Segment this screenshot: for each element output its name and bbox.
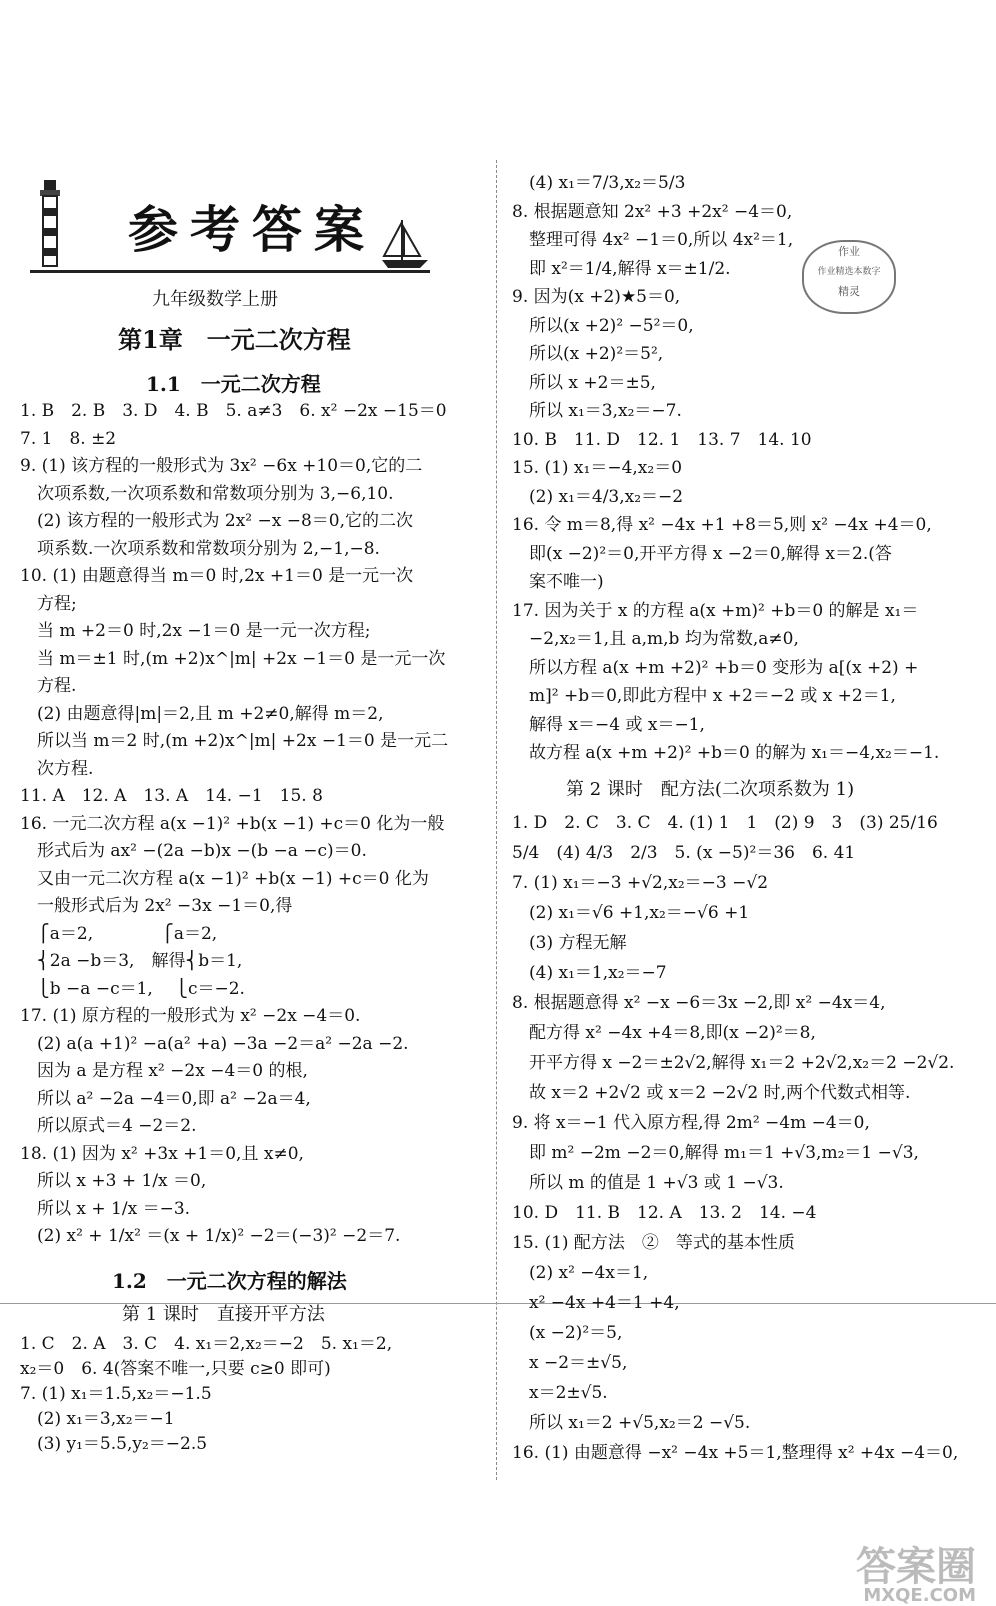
answer-line: ⎧a＝2, ⎧a＝2, bbox=[20, 923, 218, 944]
answer-line: (3) 方程无解 bbox=[512, 933, 627, 953]
answer-line: 所以方程 a(x +m +2)² +b＝0 变形为 a[(x +2) + bbox=[512, 657, 919, 678]
answer-line: 方程. bbox=[20, 676, 77, 696]
answer-line: 16. 令 m＝8,得 x² −4x +1 +8＝5,则 x² −4x +4＝0, bbox=[512, 515, 932, 535]
answer-line: 1. B 2. B 3. D 4. B 5. a≠3 6. x² −2x −15＝0 bbox=[20, 401, 447, 421]
answer-line: 10. B 11. D 12. 1 13. 7 14. 10 bbox=[512, 429, 812, 450]
answer-line: 所以原式＝4 −2＝2. bbox=[20, 1116, 197, 1136]
answer-line: 整理可得 4x² −1＝0,所以 4x²＝1, bbox=[512, 230, 794, 250]
answer-line: (2) x₁＝3,x₂＝−1 bbox=[20, 1409, 175, 1429]
answer-line: x＝2±√5. bbox=[512, 1383, 608, 1403]
answer-line: −2,x₂＝1,且 a,m,b 均为常数,a≠0, bbox=[512, 629, 799, 649]
answer-line: x −2＝±√5, bbox=[512, 1353, 628, 1373]
answer-line: 8. 根据题意知 2x² +3 +2x² −4＝0, bbox=[512, 201, 793, 222]
answer-line: ⎨2a −b＝3, 解得⎨b＝1, bbox=[20, 951, 243, 971]
answer-line: 故方程 a(x +m +2)² +b＝0 的解为 x₁＝−4,x₂＝−1. bbox=[512, 743, 940, 763]
answer-line: 9. 因为(x +2)★5＝0, bbox=[512, 287, 681, 307]
answer-line: 次方程. bbox=[20, 758, 94, 779]
answer-line: (2) x₁＝4/3,x₂＝−2 bbox=[512, 486, 684, 507]
page-title: 参考答案 bbox=[128, 201, 376, 259]
answer-line: 7. (1) x₁＝1.5,x₂＝−1.5 bbox=[20, 1384, 212, 1404]
answer-line: 所以(x +2)² −5²＝0, bbox=[512, 315, 694, 336]
answer-line: 5/4 (4) 4/3 2/3 5. (x −5)²＝36 6. 41 bbox=[512, 843, 856, 863]
book-subtitle: 九年级数学上册 bbox=[152, 289, 278, 310]
answer-line: (2) x₁＝√6 +1,x₂＝−√6 +1 bbox=[512, 903, 750, 923]
answer-line: 10. D 11. B 12. A 13. 2 14. −4 bbox=[512, 1203, 817, 1223]
answer-line: 17. (1) 原方程的一般形式为 x² −2x −4＝0. bbox=[20, 1006, 361, 1026]
site-watermark-url: MXQE.COM bbox=[863, 1585, 976, 1606]
answer-line: 7. 1 8. ±2 bbox=[20, 428, 117, 449]
answer-line: (3) y₁＝5.5,y₂＝−2.5 bbox=[20, 1434, 208, 1454]
section-heading-1-2: 1.2 一元二次方程的解法 bbox=[112, 1269, 347, 1293]
answer-line: 所以 x₁＝3,x₂＝−7. bbox=[512, 401, 682, 421]
answer-line: 即(x −2)²＝0,开平方得 x −2＝0,解得 x＝2.(答 bbox=[512, 543, 892, 564]
answer-line: 形式后为 ax² −(2a −b)x −(b −a −c)＝0. bbox=[20, 841, 367, 861]
answer-line: 11. A 12. A 13. A 14. −1 15. 8 bbox=[20, 786, 323, 806]
lighthouse-icon bbox=[30, 178, 70, 270]
answer-line: 9. (1) 该方程的一般形式为 3x² −6x +10＝0,它的二 bbox=[20, 456, 423, 476]
answer-line: 所以当 m＝2 时,(m +2)x^|m| +2x −1＝0 是一元二 bbox=[20, 731, 449, 751]
answer-line: 所以 a² −2a −4＝0,即 a² −2a＝4, bbox=[20, 1088, 311, 1109]
answer-line: 所以 x +3 + 1/x ＝0, bbox=[20, 1171, 207, 1191]
lesson-heading-2: 第 2 课时 配方法(二次项系数为 1) bbox=[566, 779, 855, 800]
stamp-bot: 精灵 bbox=[838, 285, 860, 298]
stamp-top: 作业 bbox=[838, 245, 860, 258]
site-watermark: 答案圈 bbox=[856, 1544, 976, 1590]
answer-line: 案不唯一) bbox=[512, 572, 604, 592]
sailboat-icon bbox=[380, 218, 430, 270]
answer-line: 17. 因为关于 x 的方程 a(x +m)² +b＝0 的解是 x₁＝ bbox=[512, 600, 919, 621]
answer-line: (x −2)²＝5, bbox=[512, 1323, 623, 1343]
answer-line: 方程; bbox=[20, 593, 77, 614]
answer-line: 次项系数,一次项系数和常数项分别为 3,−6,10. bbox=[20, 483, 394, 504]
answer-line: 一般形式后为 2x² −3x −1＝0,得 bbox=[20, 896, 293, 916]
section-heading-1-1: 1.1 一元二次方程 bbox=[146, 372, 321, 396]
answer-line: 所以 x +2＝±5, bbox=[512, 372, 656, 393]
chapter-heading: 第1章 一元二次方程 bbox=[118, 325, 351, 354]
answer-line: 所以 m 的值是 1 +√3 或 1 −√3. bbox=[512, 1173, 784, 1193]
answer-line: (2) x² + 1/x² ＝(x + 1/x)² −2＝(−3)² −2＝7. bbox=[20, 1226, 401, 1246]
answer-line: 15. (1) x₁＝−4,x₂＝0 bbox=[512, 458, 683, 478]
answer-line: 所以 x₁＝2 +√5,x₂＝2 −√5. bbox=[512, 1413, 751, 1433]
lesson-heading-1: 第 1 课时 直接开平方法 bbox=[122, 1304, 325, 1325]
header-rule bbox=[30, 270, 430, 273]
answer-line: 开平方得 x −2＝±2√2,解得 x₁＝2 +2√2,x₂＝2 −2√2. bbox=[512, 1053, 955, 1073]
answer-line: 当 m +2＝0 时,2x −1＝0 是一元一次方程; bbox=[20, 621, 371, 641]
answer-line: (4) x₁＝7/3,x₂＝5/3 bbox=[512, 173, 686, 193]
watermark-stamp bbox=[802, 240, 896, 314]
answer-line: 解得 x＝−4 或 x＝−1, bbox=[512, 714, 705, 735]
answer-line: 项系数.一次项系数和常数项分别为 2,−1,−8. bbox=[20, 538, 380, 559]
answer-line: 7. (1) x₁＝−3 +√2,x₂＝−3 −√2 bbox=[512, 873, 769, 893]
answer-line: 故 x＝2 +2√2 或 x＝2 −2√2 时,两个代数式相等. bbox=[512, 1083, 911, 1103]
answer-line: 16. 一元二次方程 a(x −1)² +b(x −1) +c＝0 化为一般 bbox=[20, 813, 445, 834]
answer-line: (2) a(a +1)² −a(a² +a) −3a −2＝a² −2a −2. bbox=[20, 1033, 409, 1054]
answer-line: 当 m＝±1 时,(m +2)x^|m| +2x −1＝0 是一元一次 bbox=[20, 648, 446, 669]
answer-line: (2) x² −4x＝1, bbox=[512, 1263, 649, 1283]
answer-line: (2) 由题意得|m|＝2,且 m +2≠0,解得 m＝2, bbox=[20, 703, 384, 724]
answer-line: (2) 该方程的一般形式为 2x² −x −8＝0,它的二次 bbox=[20, 511, 414, 531]
answer-line: 8. 根据题意得 x² −x −6＝3x −2,即 x² −4x＝4, bbox=[512, 993, 886, 1013]
answer-line: 即 m² −2m −2＝0,解得 m₁＝1 +√3,m₂＝1 −√3, bbox=[512, 1143, 919, 1163]
answer-line: 配方得 x² −4x +4＝8,即(x −2)²＝8, bbox=[512, 1023, 816, 1043]
answer-line: 所以 x + 1/x ＝−3. bbox=[20, 1198, 191, 1219]
answer-line: m]² +b＝0,即此方程中 x +2＝−2 或 x +2＝1, bbox=[512, 686, 896, 706]
answer-line: 又由一元二次方程 a(x −1)² +b(x −1) +c＝0 化为 bbox=[20, 868, 429, 889]
answer-line: 因为 a 是方程 x² −2x −4＝0 的根, bbox=[20, 1061, 308, 1081]
stamp-mid: 作业精选本数字 bbox=[817, 267, 881, 277]
answer-line: 10. (1) 由题意得当 m＝0 时,2x +1＝0 是一元一次 bbox=[20, 566, 414, 586]
answer-line: 15. (1) 配方法 ② 等式的基本性质 bbox=[512, 1233, 795, 1253]
column-divider bbox=[496, 160, 498, 1480]
answer-line: 即 x²＝1/4,解得 x＝±1/2. bbox=[512, 258, 731, 279]
answer-line: 9. 将 x＝−1 代入原方程,得 2m² −4m −4＝0, bbox=[512, 1113, 870, 1133]
answer-line: ⎩b −a −c＝1, ⎩c＝−2. bbox=[20, 978, 245, 999]
answer-line: 16. (1) 由题意得 −x² −4x +5＝1,整理得 x² +4x −4＝0, bbox=[512, 1443, 959, 1463]
answer-line: 所以(x +2)²＝5², bbox=[512, 344, 664, 364]
answer-line: 1. C 2. A 3. C 4. x₁＝2,x₂＝−2 5. x₁＝2, bbox=[20, 1334, 393, 1354]
answer-line: x₂＝0 6. 4(答案不唯一,只要 c≥0 即可) bbox=[20, 1359, 331, 1379]
answer-line: x² −4x +4＝1 +4, bbox=[512, 1293, 680, 1313]
answer-line: (4) x₁＝1,x₂＝−7 bbox=[512, 963, 667, 983]
answer-line: 18. (1) 因为 x² +3x +1＝0,且 x≠0, bbox=[20, 1143, 304, 1164]
answer-line: 1. D 2. C 3. C 4. (1) 1 1 (2) 9 3 (3) 25/16 bbox=[512, 813, 938, 833]
